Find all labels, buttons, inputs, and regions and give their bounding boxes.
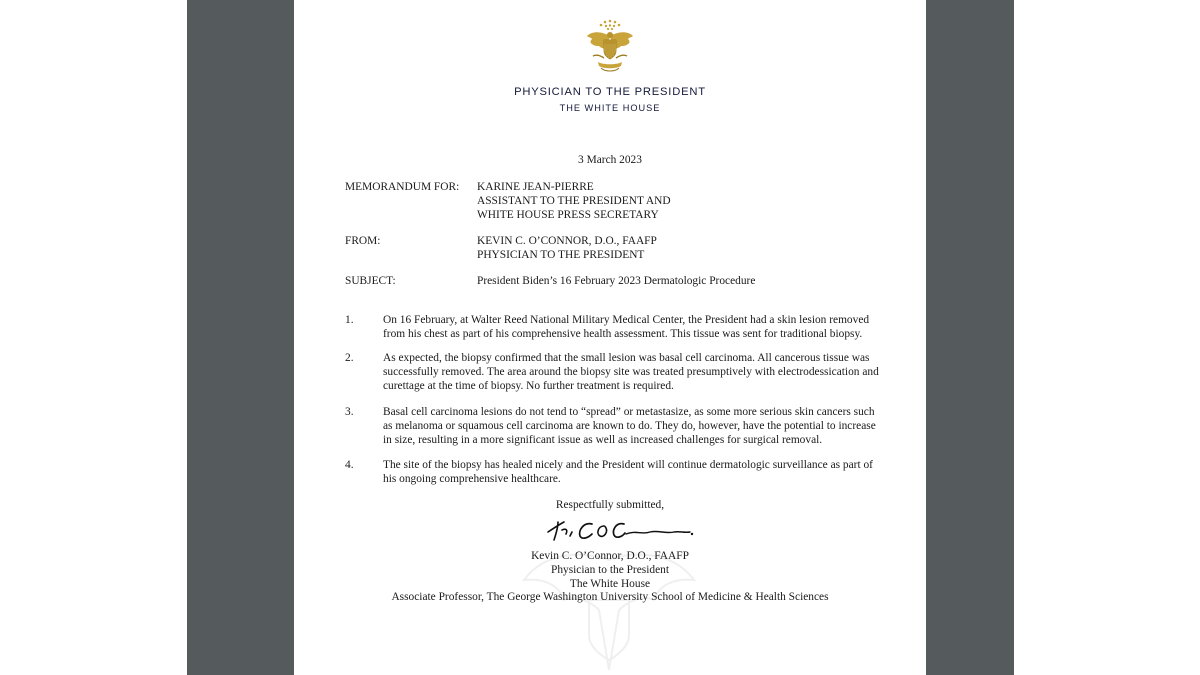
recipient-line: KARINE JEAN-PIERRE	[477, 181, 594, 193]
paragraph-number: 3.	[345, 406, 354, 418]
sender-line: PHYSICIAN TO THE PRESIDENT	[477, 249, 645, 261]
from-label: FROM:	[345, 235, 381, 247]
paragraph-2	[383, 351, 893, 393]
sender-line: KEVIN C. O’CONNOR, D.O., FAAFP	[477, 235, 657, 247]
letterhead-subtitle: THE WHITE HOUSE	[559, 103, 661, 113]
paragraph-line: in size, resulting in a more significant issue as well as increased challenges for surgical removal.	[383, 434, 823, 446]
paragraph-number: 1.	[345, 314, 354, 326]
paragraph-line: Basal cell carcinoma lesions do not tend to “spread” or metastasize, as some more serious skin cancers such	[383, 406, 875, 418]
closing-salutation: Respectfully submitted,	[555, 499, 665, 511]
paragraph-line: On 16 February, at Walter Reed National Military Medical Center, the President had a skin lesion removed	[383, 314, 870, 326]
subject-label: SUBJECT:	[345, 275, 396, 287]
signer-office: The White House	[569, 578, 651, 590]
paragraph-line: from his chest as part of his comprehensive health assessment. This tissue was sent for traditional biopsy.	[383, 328, 863, 340]
memo-subject: President Biden’s 16 February 2023 Dermatologic Procedure	[477, 275, 756, 287]
memo-sender	[477, 234, 657, 262]
paragraph-line: curettage at the time of biopsy. No further treatment is required.	[383, 380, 674, 392]
presidential-seal-icon	[583, 16, 637, 74]
paragraph-line: as melanoma or squamous cell carcinoma are known to do. They do, however, have the potential to increase	[383, 420, 876, 432]
paragraph-4	[383, 458, 893, 486]
memorandum-recipient	[477, 180, 671, 222]
recipient-line: WHITE HOUSE PRESS SECRETARY	[477, 209, 659, 221]
signer-name: Kevin C. O’Connor, D.O., FAAFP	[531, 550, 689, 562]
recipient-line: ASSISTANT TO THE PRESIDENT AND	[477, 195, 671, 207]
memorandum-for-label: MEMORANDUM FOR:	[345, 181, 460, 193]
paragraph-line: The site of the biopsy has healed nicely and the President will continue dermatologic surveillance as part of	[383, 459, 873, 471]
paragraph-line: his ongoing comprehensive healthcare.	[383, 473, 561, 485]
paragraph-1	[383, 313, 893, 341]
memo-page	[294, 0, 926, 675]
memo-date: 3 March 2023	[578, 154, 642, 166]
paragraph-3	[383, 405, 893, 447]
letterhead-title: PHYSICIAN TO THE PRESIDENT	[514, 86, 706, 98]
paragraph-number: 2.	[345, 352, 354, 364]
signer-affiliation: Associate Professor, The George Washington University School of Medicine & Health Sciences	[391, 591, 829, 603]
signer-title: Physician to the President	[550, 564, 669, 576]
paragraph-line: As expected, the biopsy confirmed that the small lesion was basal cell carcinoma. All cancerous tissue was	[383, 352, 870, 364]
paragraph-number: 4.	[345, 459, 354, 471]
paragraph-line: successfully removed. The area around the biopsy site was treated presumptively with electrodessication and	[383, 366, 879, 378]
